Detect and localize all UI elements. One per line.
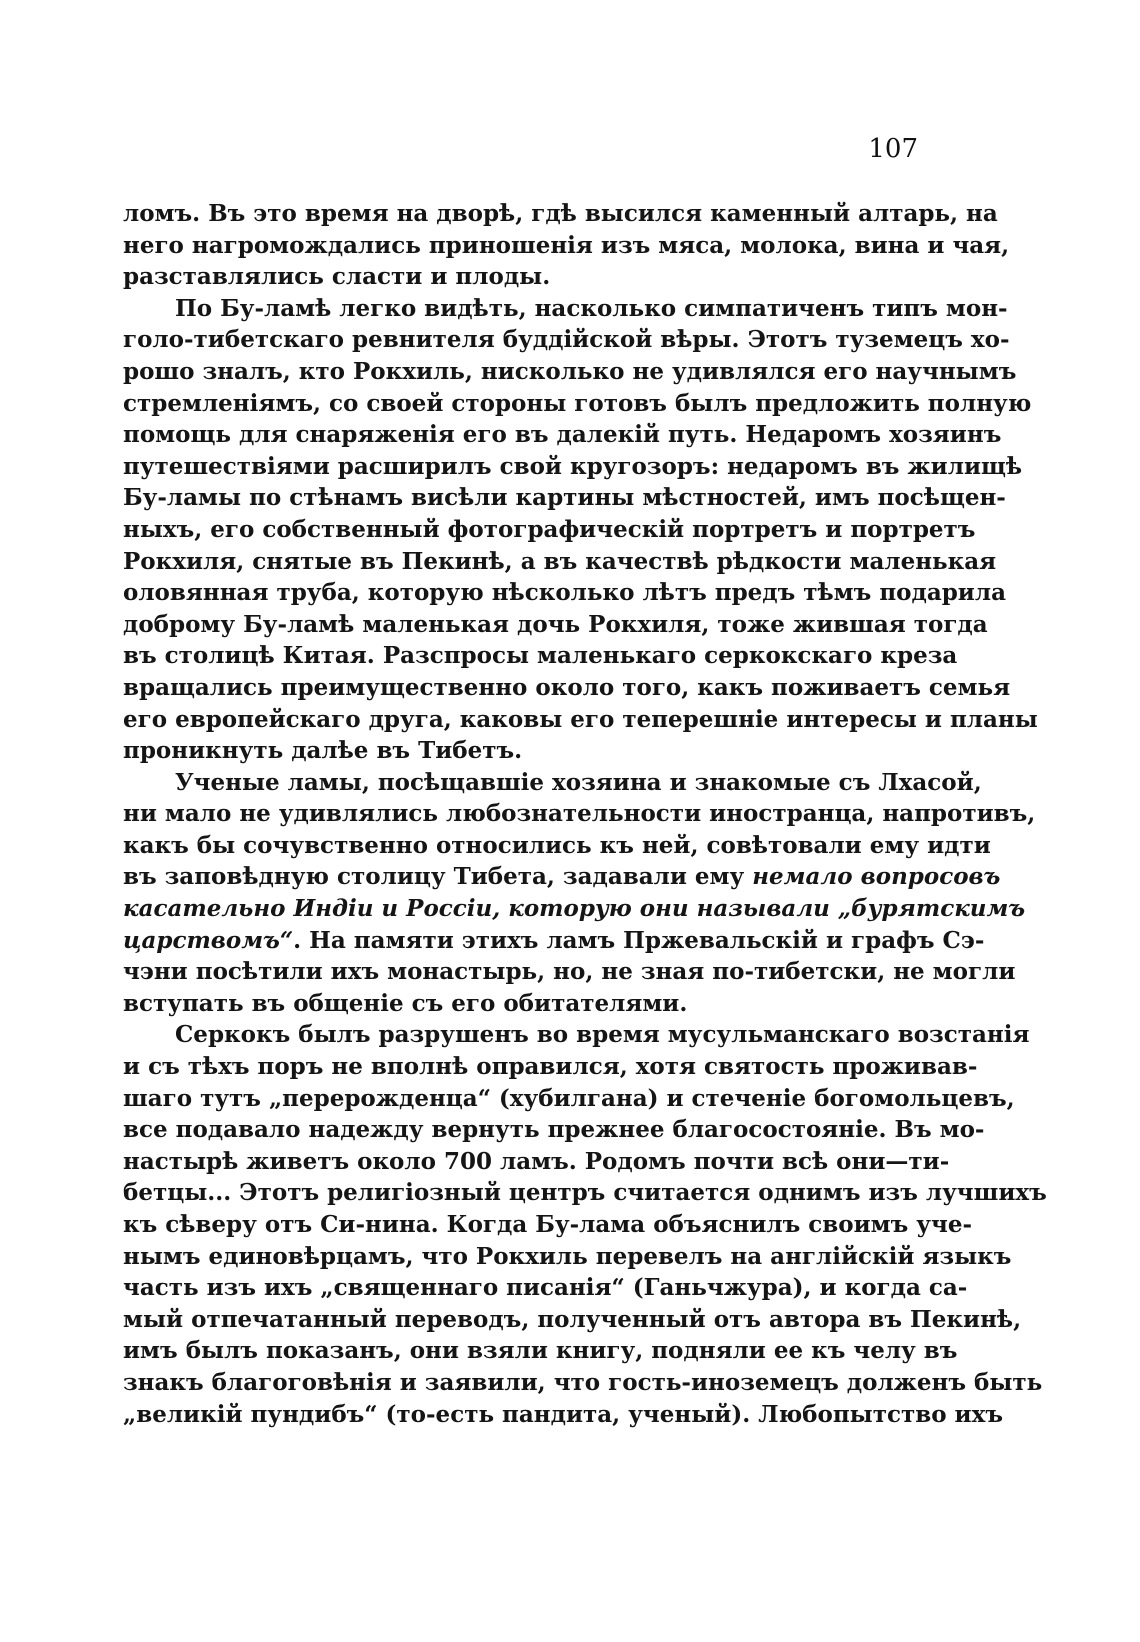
italic-text-span: царствомъ“ xyxy=(123,926,294,954)
text-line: вращались преимущественно около того, какъ поживаетъ семья xyxy=(123,673,1011,701)
text-line: проникнуть далѣе въ Тибетъ. xyxy=(123,737,523,765)
body-text xyxy=(123,198,1047,1430)
paragraph-first-line: Ученые ламы, посѣщавшіе хозяина и знакомые съ Лхасой, xyxy=(175,768,982,796)
paragraph-first-line: По Бу-ламѣ легко видѣть, насколько симпатиченъ типъ мон- xyxy=(175,294,1008,322)
paragraph-first-line: Серкокъ былъ разрушенъ во время мусульманскаго возстанія xyxy=(175,1021,1030,1049)
text-line: въ столицѣ Китая. Разспросы маленькаго серкокскаго креза xyxy=(123,642,958,670)
text-line: шаго тутъ „перерожденца“ (хубилгана) и стеченіе богомольцевъ, xyxy=(123,1084,1015,1112)
text-span: въ заповѣдную столицу Тибета, задавали ему xyxy=(123,863,745,891)
italic-text-span: немало вопросовъ xyxy=(752,863,1001,891)
text-line-mixed xyxy=(123,925,985,957)
text-line: его европейскаго друга, каковы его теперешніе интересы и планы xyxy=(123,705,1038,733)
text-line-mixed xyxy=(123,861,1001,893)
text-line: имъ былъ показанъ, они взяли книгу, подняли ее къ челу въ xyxy=(123,1337,958,1365)
text-line: чэни посѣтили ихъ монастырь, но, не зная по-тибетски, не могли xyxy=(123,958,1016,986)
text-line: настырѣ живетъ около 700 ламъ. Родомъ почти всѣ они—ти- xyxy=(123,1147,950,1175)
text-line: Бу-ламы по стѣнамъ висѣли картины мѣстностей, имъ посѣщен- xyxy=(123,484,1006,512)
text-line: къ сѣверу отъ Си-нина. Когда Бу-лама объяснилъ своимъ уче- xyxy=(123,1211,973,1238)
text-line: и съ тѣхъ поръ не вполнѣ оправился, хотя святость проживав- xyxy=(123,1053,978,1081)
italic-text-line: касательно Индіи и Россіи, которую они называли „бурятскимъ xyxy=(123,895,1026,923)
text-line: все подавало надежду вернуть прежнее благосостояніе. Въ мо- xyxy=(123,1116,985,1144)
text-span: . На памяти этихъ ламъ Пржевальскій и графъ Сэ- xyxy=(293,926,985,954)
text-line: знакъ благоговѣнія и заявили, что гость-иноземецъ долженъ быть xyxy=(123,1368,1043,1396)
page-number: 107 xyxy=(868,134,918,164)
text-line: „великій пундибъ“ (то-есть пандита, ученый). Любопытство ихъ xyxy=(123,1400,1003,1428)
text-line: путешествіями расширилъ свой кругозоръ: недаромъ въ жилищѣ xyxy=(123,452,1023,480)
text-line: бетцы... Этотъ религіозный центръ считается однимъ изъ лучшихъ xyxy=(123,1179,1047,1207)
text-line: него нагромождались приношенія изъ мяса, молока, вина и чая, xyxy=(123,231,1010,259)
text-line: часть изъ ихъ „священнаго писанія“ (Ганьчжура), и когда са- xyxy=(123,1274,968,1302)
text-line: рошо зналъ, кто Рокхиль, нисколько не удивлялся его научнымъ xyxy=(123,357,1017,385)
text-line: ныхъ, его собственный фотографическій портретъ и портретъ xyxy=(123,515,976,543)
text-line: ни мало не удивлялись любознательности иностранца, напротивъ, xyxy=(123,800,1036,828)
text-line: оловянная труба, которую нѣсколько лѣтъ предъ тѣмъ подарила xyxy=(123,579,1006,607)
text-line: доброму Бу-ламѣ маленькая дочь Рокхиля, тоже жившая тогда xyxy=(123,610,988,638)
text-line: разставлялись сласти и плоды. xyxy=(123,263,551,291)
text-line: вступать въ общеніе съ его обитателями. xyxy=(123,989,688,1017)
text-line: стремленіямъ, со своей стороны готовъ былъ предложить полную xyxy=(123,389,1032,417)
text-line: ломъ. Въ это время на дворѣ, гдѣ высился каменный алтарь, на xyxy=(123,200,998,227)
text-line: голо-тибетскаго ревнителя буддійской вѣры. Этотъ туземецъ хо- xyxy=(123,326,1010,354)
text-line: помощь для снаряженія его въ далекій путь. Недаромъ хозяинъ xyxy=(123,421,1002,449)
text-line: нымъ единовѣрцамъ, что Рокхиль перевелъ на англійскій языкъ xyxy=(123,1242,1012,1270)
text-line: мый отпечатанный переводъ, полученный отъ автора въ Пекинѣ, xyxy=(123,1305,1022,1333)
text-line: какъ бы сочувственно относились къ ней, совѣтовали ему идти xyxy=(123,831,991,859)
text-line: Рокхиля, снятые въ Пекинѣ, а въ качествѣ рѣдкости маленькая xyxy=(123,547,997,575)
